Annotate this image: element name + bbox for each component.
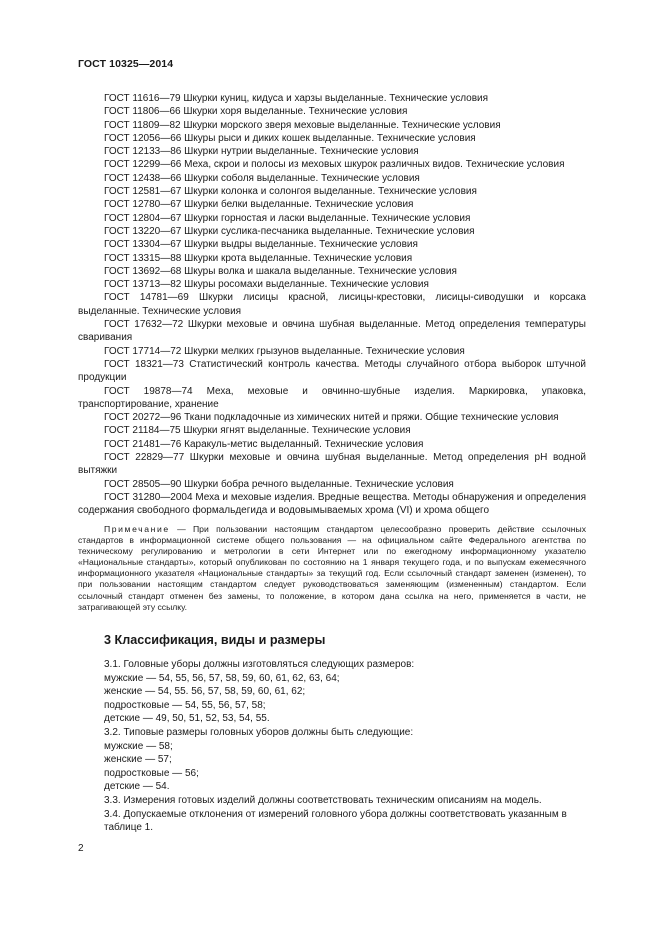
reference-item: ГОСТ 14781—69 Шкурки лисицы красной, лисицы-крестовки, лисицы-сиводушки и корсака выделанные. Технические условия <box>78 292 586 317</box>
section-title: 3 Классификация, виды и размеры <box>104 633 326 647</box>
reference-item: ГОСТ 11809—82 Шкурки морского зверя меховые выделанные. Технические условия <box>104 119 501 131</box>
reference-item: ГОСТ 17714—72 Шкурки мелких грызунов выделанные. Технические условия <box>104 345 465 357</box>
reference-item: ГОСТ 21481—76 Каракуль-метис выделанный. Технические условия <box>104 438 424 450</box>
reference-item: ГОСТ 20272—96 Ткани подкладочные из химических нитей и пряжи. Общие технические условия <box>104 412 559 424</box>
section-line: 3.3. Измерения готовых изделий должны соответствовать техническим описаниям на модель. <box>104 794 542 806</box>
reference-item: ГОСТ 12056—66 Шкуры рыси и диких кошек выделанные. Технические условия <box>104 132 476 144</box>
section-body <box>78 658 586 835</box>
reference-item: ГОСТ 21184—75 Шкурки ягнят выделанные. Технические условия <box>104 425 411 437</box>
note-text: — При пользовании настоящим стандартом целесообразно проверить действие ссылочных стандартов в информационной системе общего пользования — на официальном сайте Федерального агентства по техническому регулированию и метрологии в сети Интернет или по ежегодному информационному указателю «Национальные стандарты», который опубликован по состоянию на 1 января текущего года, и по выпускам ежемесячного информационного указателя «Национальные стандарты» за текущий год. Если ссылочный стандарт заменен (изменен), то при пользовании настоящим стандартом следует руководствоваться заменяющим (измененным) стандартом. Если ссылочный стандарт отменен без замены, то положение, в котором дана ссылка на него, применяется в части, не затрагивающей эту ссылку. <box>78 524 586 612</box>
reference-item: ГОСТ 28505—90 Шкурки бобра речного выделанные. Технические условия <box>104 478 454 490</box>
reference-item: ГОСТ 12438—66 Шкурки соболя выделанные. Технические условия <box>104 172 420 184</box>
section-line: 3.4. Допускаемые отклонения от измерений головного убора должны соответствовать указанным в таблице 1. <box>104 808 567 834</box>
reference-item: ГОСТ 12780—67 Шкурки белки выделанные. Технические условия <box>104 199 414 211</box>
normative-references-list <box>78 92 586 518</box>
section-line: подростковые — 56; <box>104 767 199 779</box>
reference-item: ГОСТ 13220—67 Шкурки суслика-песчаника выделанные. Технические условия <box>104 225 475 237</box>
section-line: женские — 54, 55. 56, 57, 58, 59, 60, 61, 62; <box>104 686 306 698</box>
section-line: женские — 57; <box>104 754 172 766</box>
section-line: детские — 49, 50, 51, 52, 53, 54, 55. <box>104 713 270 725</box>
note-label: Примечание <box>104 524 170 534</box>
reference-item: ГОСТ 13304—67 Шкурки выдры выделанные. Технические условия <box>104 239 418 251</box>
note-paragraph <box>78 524 586 613</box>
reference-item: ГОСТ 11616—79 Шкурки куниц, кидуса и харзы выделанные. Технические условия <box>104 93 489 104</box>
section-line: мужские — 54, 55, 56, 57, 58, 59, 60, 61, 62, 63, 64; <box>104 672 340 684</box>
reference-item: ГОСТ 13713—82 Шкуры росомахи выделанные. Технические условия <box>104 279 429 291</box>
document-header: ГОСТ 10325—2014 <box>78 58 174 70</box>
reference-item: ГОСТ 18321—73 Статистический контроль качества. Методы случайного отбора выборок штучной продукции <box>78 358 586 384</box>
section-line: детские — 54. <box>104 781 170 793</box>
reference-item: ГОСТ 12299—66 Меха, скрои и полосы из меховых шкурок различных видов. Технические условия <box>104 159 565 171</box>
reference-item: ГОСТ 13315—88 Шкурки крота выделанные. Технические условия <box>104 252 413 264</box>
section-line: подростковые — 54, 55, 56, 57, 58; <box>104 699 266 711</box>
reference-item: ГОСТ 17632—72 Шкурки меховые и овчина шубная выделанные. Метод определения температуры сваривания <box>78 319 586 344</box>
page-number: 2 <box>78 843 84 854</box>
reference-item: ГОСТ 12581—67 Шкурки колонка и солонгоя выделанные. Технические условия <box>104 186 477 198</box>
reference-item: ГОСТ 22829—77 Шкурки меховые и овчина шубная выделанные. Метод определения pH водной вытяжки <box>78 452 586 477</box>
section-line: мужские — 58; <box>104 740 173 752</box>
reference-item: ГОСТ 19878—74 Меха, меховые и овчинно-шубные изделия. Маркировка, упаковка, транспортирование, хранение <box>78 385 586 410</box>
reference-item: ГОСТ 31280—2004 Меха и меховые изделия. Вредные вещества. Методы обнаружения и определения содержания свободного формальдегида и водовымываемых хрома (VI) и хрома общего <box>78 491 586 517</box>
section-line: 3.1. Головные уборы должны изготовляться следующих размеров: <box>104 659 415 670</box>
reference-item: ГОСТ 13692—68 Шкуры волка и шакала выделанные. Технические условия <box>104 265 457 277</box>
section-line: 3.2. Типовые размеры головных уборов должны быть следующие: <box>104 726 414 738</box>
reference-item: ГОСТ 12133—86 Шкурки нутрии выделанные. Технические условия <box>104 146 419 158</box>
reference-item: ГОСТ 11806—66 Шкурки хоря выделанные. Технические условия <box>104 106 408 118</box>
reference-item: ГОСТ 12804—67 Шкурки горностая и ласки выделанные. Технические условия <box>104 212 471 224</box>
note-block <box>78 524 586 613</box>
